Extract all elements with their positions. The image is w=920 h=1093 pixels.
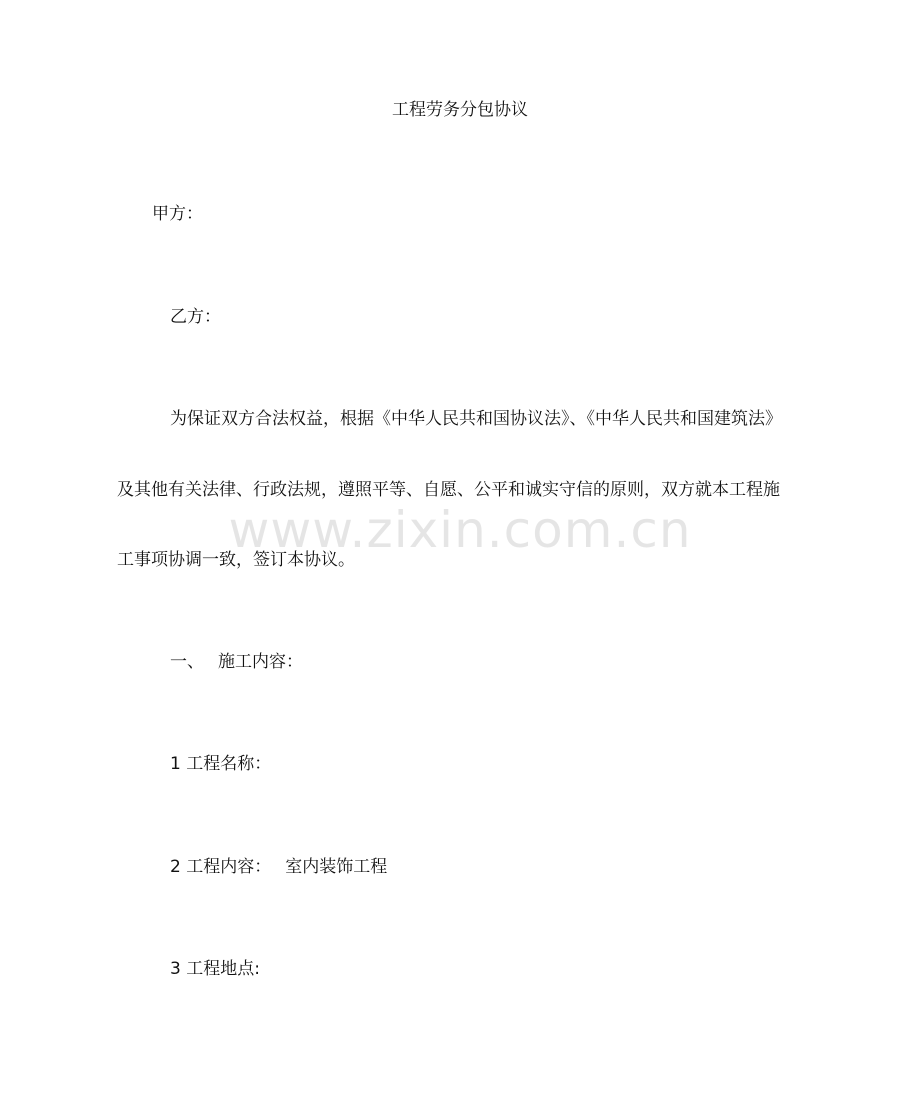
project-location-label: 3 工程地点:	[170, 959, 260, 979]
project-content-value: 室内装饰工程	[285, 857, 388, 877]
project-name-label: 1 工程名称：	[170, 754, 272, 774]
project-content-label: 2 工程内容：	[170, 857, 272, 877]
party-b-label: 乙方：	[170, 307, 221, 327]
intro-paragraph-line-1: 为保证双方合法权益，根据《中华人民共和国协议法》、《中华人民共和国建筑法》	[170, 409, 782, 429]
project-content-row	[170, 855, 387, 879]
section-1-heading	[170, 650, 303, 674]
section-1-title: 施工内容：	[218, 652, 303, 672]
intro-paragraph-line-3: 工事项协调一致，签订本协议。	[117, 550, 355, 570]
section-1-number: 一、	[170, 652, 204, 672]
document-title: 工程劳务分包协议	[392, 100, 528, 120]
intro-paragraph-line-2: 及其他有关法律、行政法规，遵照平等、自愿、公平和诚实守信的原则，双方就本工程施	[117, 480, 780, 500]
watermark-text: www.zixin.com.cn	[228, 501, 692, 559]
party-a-label: 甲方：	[152, 204, 203, 224]
